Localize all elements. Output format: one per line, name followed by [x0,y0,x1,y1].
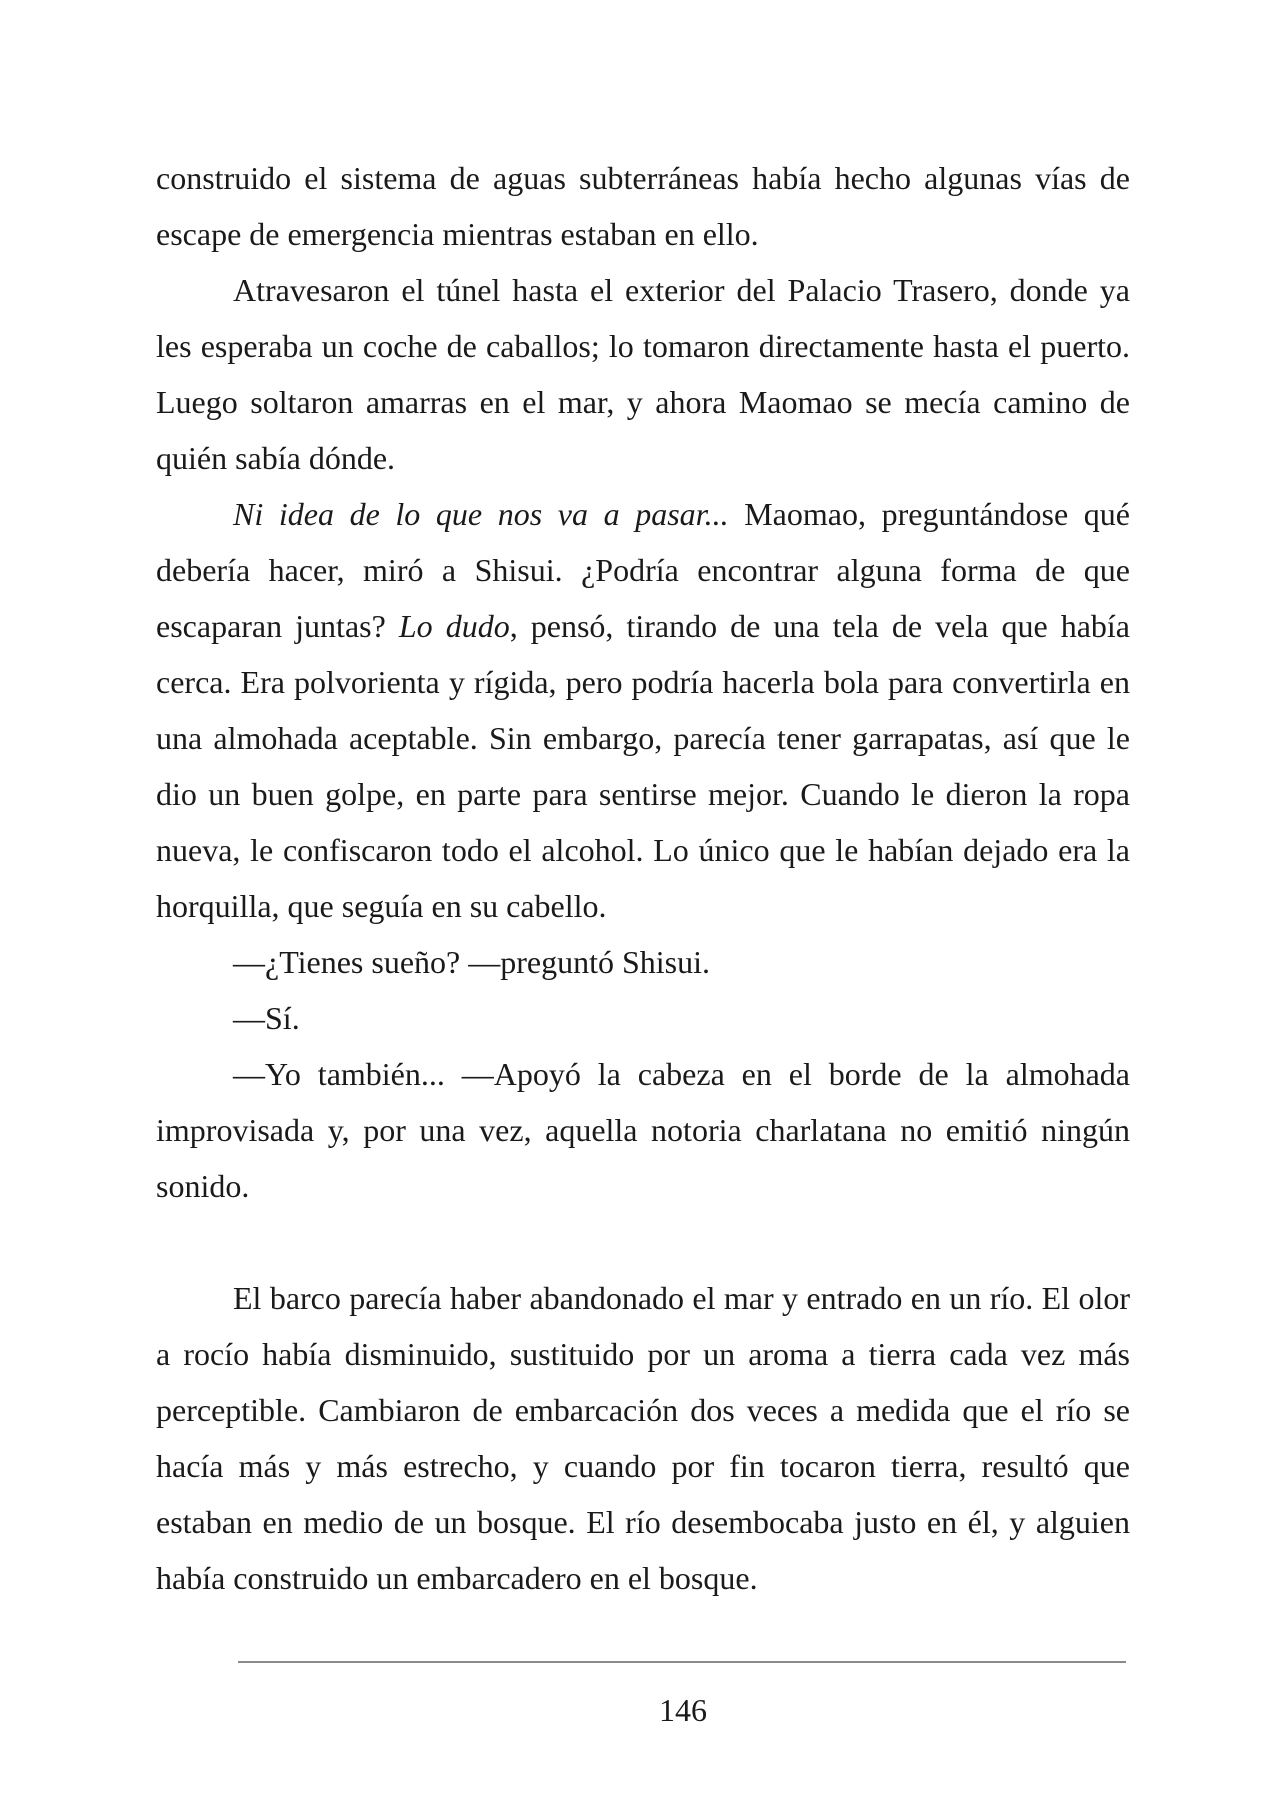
text-segment: El barco parecía haber abandonado el mar y entrado en un río. El olor a rocío había disminuido, sustituido por un aroma a tierra cada vez más perceptible. Cambiaron de embarcación dos veces a medida que el río se hacía más y más estrecho, y cuando por fin tocaron tierra, resultó que estaban en medio de un bosque. El río desembocaba justo en él, y alguien había construido un embarcadero en el bosque. [156,1280,1130,1596]
paragraph-3 [156,486,1130,934]
dialogue-line [156,1046,1130,1214]
text-segment: —Yo también... —Apoyó la cabeza en el borde de la almohada improvisada y, por una vez, aquella notoria charlatana no emitió ningún sonido. [156,1056,1130,1204]
text-segment: Maomao, preguntándose qué debería hacer, miró a Shisui. ¿Podría encontrar alguna forma de que escaparan juntas? [156,496,1131,644]
text-segment: —Sí. [233,1000,300,1036]
text-segment: —¿Tienes sueño? —preguntó Shisui. [233,944,711,980]
section-break [156,1214,1130,1270]
dialogue-line [156,934,1130,990]
italic-thought: Lo dudo [398,608,510,644]
page-number: 146 [659,1692,707,1728]
paragraph-2 [156,262,1130,486]
footer-rule [238,1661,1126,1663]
paragraph-7 [156,1270,1130,1606]
page-body [156,150,1130,1606]
dialogue-line [156,990,1130,1046]
text-segment: Atravesaron el túnel hasta el exterior del Palacio Trasero, donde ya les esperaba un coche de caballos; lo tomaron directamente hasta el puerto. Luego soltaron amarras en el mar, y ahora Maomao se mecía camino de quién sabía dónde. [156,272,1130,476]
text-segment: , pensó, tirando de una tela de vela que había cerca. Era polvorienta y rígida, pero podría hacerla bola para convertirla en una almohada aceptable. Sin embargo, parecía tener garrapatas, así que le dio un buen golpe, en parte para sentirse mejor. Cuando le dieron la ropa nueva, le confiscaron todo el alcohol. Lo único que le habían dejado era la horquilla, que seguía en su cabello. [156,608,1131,924]
text-segment: construido el sistema de aguas subterráneas había hecho algunas vías de escape de emergencia mientras estaban en ello. [156,160,1130,252]
paragraph-1 [156,150,1130,262]
italic-thought: Ni idea de lo que nos va a pasar... [233,496,729,532]
